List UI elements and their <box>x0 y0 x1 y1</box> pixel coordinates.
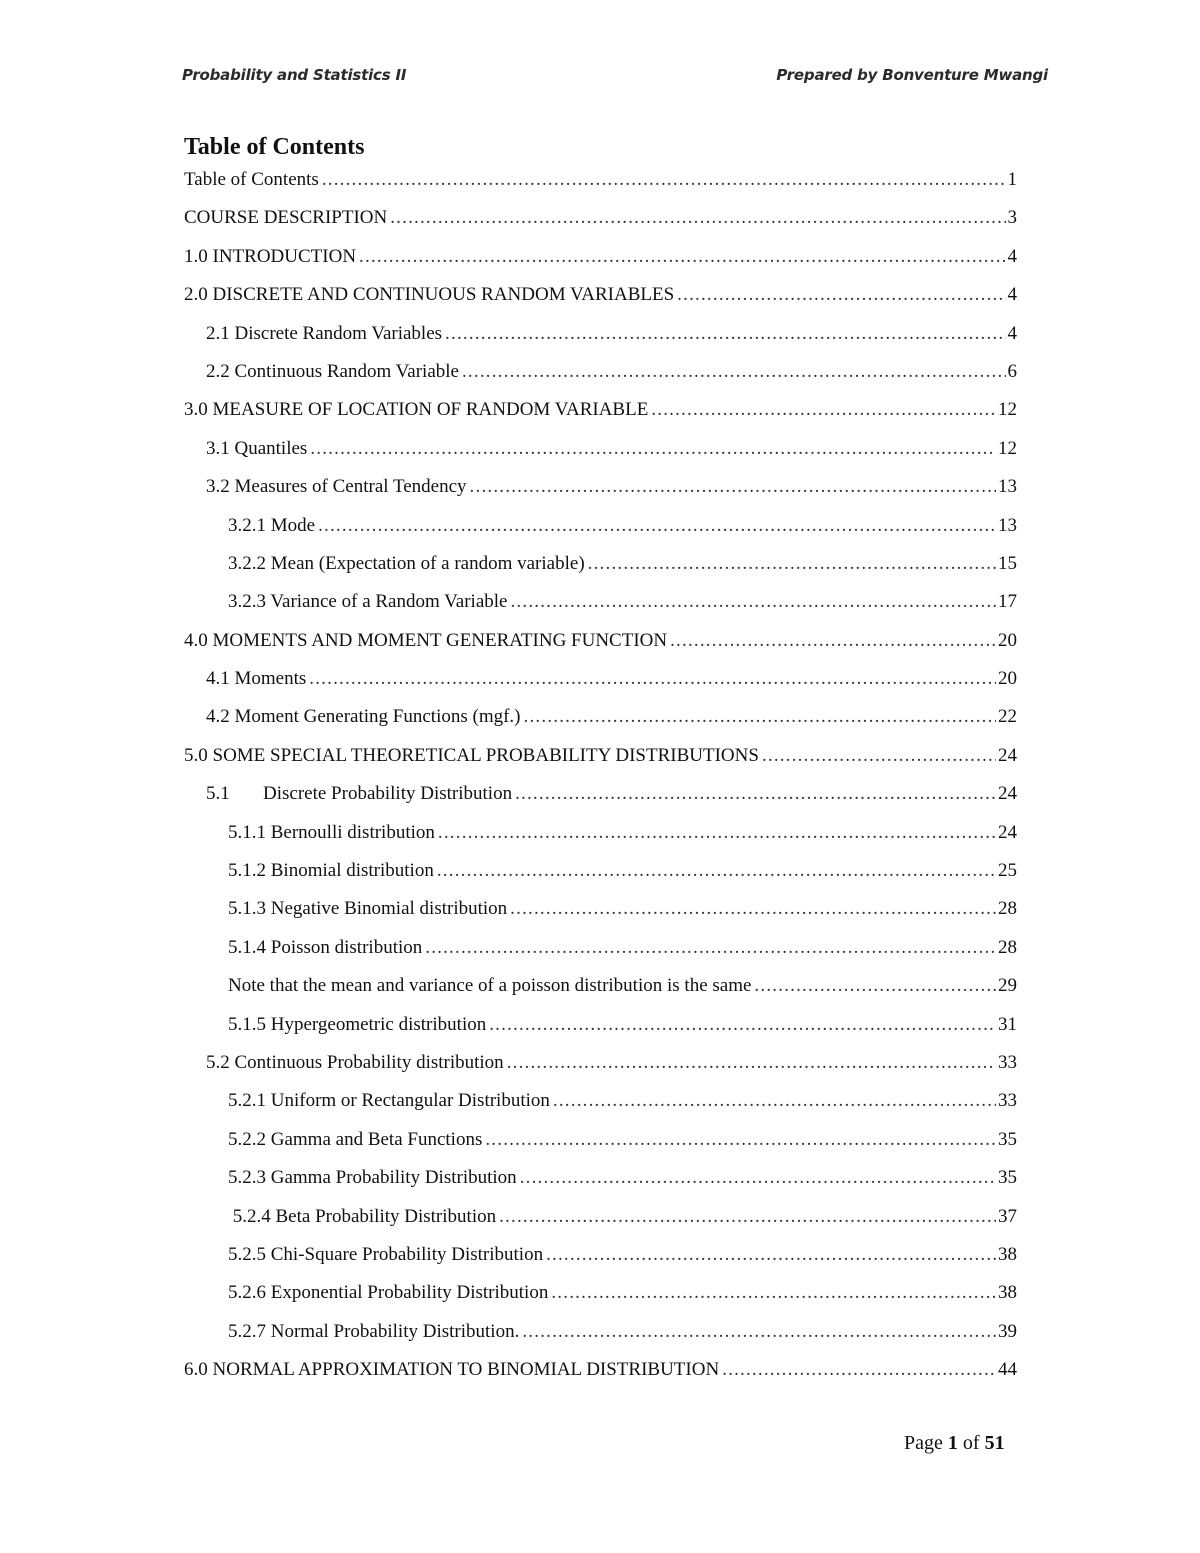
toc-dot-leader <box>359 240 1005 274</box>
header-course-title: Probability and Statistics II <box>182 66 407 84</box>
toc-entry[interactable] <box>184 1084 1017 1122</box>
toc-entry[interactable] <box>184 739 1017 777</box>
toc-entry-page-number: 4 <box>1007 322 1017 344</box>
toc-dot-leader <box>445 317 1005 351</box>
toc-entry[interactable] <box>184 470 1017 508</box>
toc-dot-leader <box>470 470 996 504</box>
toc-dot-leader <box>322 163 1006 197</box>
toc-entry-page-number: 4 <box>1007 245 1017 267</box>
toc-entry-text: 3.1 Quantiles <box>206 437 308 459</box>
toc-entry-text: 2.2 Continuous Random Variable <box>206 360 459 382</box>
toc-entry[interactable] <box>184 585 1017 623</box>
toc-entry-text: 5.2 Continuous Probability distribution <box>206 1051 504 1073</box>
toc-entry-text: 5.1.1 Bernoulli distribution <box>228 821 435 843</box>
toc-dot-leader <box>677 278 1005 312</box>
toc-entry-text: 4.2 Moment Generating Functions (mgf.) <box>206 706 521 728</box>
toc-entry-page-number: 6 <box>1007 360 1017 382</box>
toc-entry[interactable] <box>184 969 1017 1007</box>
toc-entry-page-number: 28 <box>998 936 1017 958</box>
toc-entry-page-number: 24 <box>998 744 1017 766</box>
toc-dot-leader <box>520 1161 996 1195</box>
toc-entry[interactable] <box>184 509 1017 547</box>
toc-entry[interactable] <box>184 700 1017 738</box>
toc-dot-leader <box>462 355 1006 389</box>
toc-entry-page-number: 12 <box>998 437 1017 459</box>
toc-entry[interactable] <box>184 777 1017 815</box>
toc-entry-page-number: 15 <box>998 552 1017 574</box>
toc-entry[interactable] <box>184 1161 1017 1199</box>
page-footer <box>904 1432 1005 1455</box>
toc-entry-page-number: 31 <box>998 1013 1017 1035</box>
toc-entry[interactable] <box>184 624 1017 662</box>
toc-entry-text: 4.0 MOMENTS AND MOMENT GENERATING FUNCTION <box>184 629 668 651</box>
toc-entry-text: Note that the mean and variance of a poisson distribution is the same <box>228 975 752 997</box>
toc-entry-page-number: 13 <box>998 514 1017 536</box>
toc-entry[interactable] <box>184 355 1017 393</box>
toc-dot-leader <box>524 700 996 734</box>
toc-entry-text: 3.2.1 Mode <box>228 514 316 536</box>
toc-entry-text: 2.1 Discrete Random Variables <box>206 322 443 344</box>
toc-entry-text: 5.1.3 Negative Binomial distribution <box>228 898 508 920</box>
footer-current-page: 1 <box>947 1432 958 1454</box>
toc-entry[interactable] <box>184 1200 1017 1238</box>
toc-entry-page-number: 38 <box>998 1282 1017 1304</box>
toc-entry-text: 3.2 Measures of Central Tendency <box>206 476 467 498</box>
toc-dot-leader <box>510 585 996 619</box>
toc-entry-text: 3.2.3 Variance of a Random Variable <box>228 591 508 613</box>
toc-dot-leader <box>489 1008 996 1042</box>
toc-entry[interactable] <box>184 278 1017 316</box>
toc-dot-leader <box>425 931 996 965</box>
toc-entry-text: 5.2.4 Beta Probability Distribution <box>228 1205 497 1227</box>
toc-title: Table of Contents <box>184 134 365 160</box>
header-author: Prepared by Bonventure Mwangi <box>776 66 1048 84</box>
toc-dot-leader <box>485 1123 996 1157</box>
toc-dot-leader <box>309 662 996 696</box>
toc-entry-page-number: 25 <box>998 860 1017 882</box>
toc-entry[interactable] <box>184 163 1017 201</box>
toc-entry-text: 5.0 SOME SPECIAL THEORETICAL PROBABILITY DISTRIBUTIONS <box>184 744 759 766</box>
toc-dot-leader <box>546 1238 996 1272</box>
toc-entry-page-number: 29 <box>998 975 1017 997</box>
toc-entry-page-number: 39 <box>998 1320 1017 1342</box>
toc-dot-leader <box>762 739 996 773</box>
toc-list <box>184 163 1017 1392</box>
toc-entry-page-number: 35 <box>998 1167 1017 1189</box>
toc-entry[interactable] <box>184 854 1017 892</box>
toc-dot-leader <box>651 393 996 427</box>
toc-entry-page-number: 20 <box>998 629 1017 651</box>
toc-entry-page-number: 12 <box>998 399 1017 421</box>
toc-dot-leader <box>510 892 996 926</box>
toc-dot-leader <box>588 547 996 581</box>
toc-entry-page-number: 22 <box>998 706 1017 728</box>
toc-dot-leader <box>437 854 996 888</box>
toc-entry-text: 5.2.2 Gamma and Beta Functions <box>228 1128 483 1150</box>
toc-entry-text: 5.2.7 Normal Probability Distribution. <box>228 1320 520 1342</box>
footer-page-label: Page <box>904 1432 943 1454</box>
toc-entry[interactable] <box>184 816 1017 854</box>
toc-entry-page-number: 3 <box>1007 207 1017 229</box>
toc-entry[interactable] <box>184 1123 1017 1161</box>
toc-dot-leader <box>670 624 996 658</box>
toc-entry[interactable] <box>184 201 1017 239</box>
toc-entry[interactable] <box>184 931 1017 969</box>
toc-entry-text: COURSE DESCRIPTION <box>184 207 388 229</box>
toc-entry[interactable] <box>184 1276 1017 1314</box>
toc-entry-text: 1.0 INTRODUCTION <box>184 245 357 267</box>
toc-dot-leader <box>507 1046 996 1080</box>
toc-entry[interactable] <box>184 547 1017 585</box>
toc-dot-leader <box>390 201 1005 235</box>
toc-entry[interactable] <box>184 432 1017 470</box>
toc-dot-leader <box>499 1200 996 1234</box>
toc-entry-page-number: 33 <box>998 1051 1017 1073</box>
toc-entry-page-number: 44 <box>998 1359 1017 1381</box>
toc-entry-text: 5.1.4 Poisson distribution <box>228 936 423 958</box>
toc-dot-leader <box>522 1315 996 1349</box>
toc-entry-text: 3.2.2 Mean (Expectation of a random variable) <box>228 552 585 574</box>
toc-entry-page-number: 28 <box>998 898 1017 920</box>
toc-entry[interactable] <box>184 662 1017 700</box>
toc-entry-text: 3.0 MEASURE OF LOCATION OF RANDOM VARIABLE <box>184 399 649 421</box>
toc-entry-text: 2.0 DISCRETE AND CONTINUOUS RANDOM VARIABLES <box>184 284 675 306</box>
toc-entry[interactable] <box>184 1046 1017 1084</box>
toc-entry-text: 5.2.6 Exponential Probability Distribution <box>228 1282 549 1304</box>
toc-entry-page-number: 1 <box>1007 169 1017 190</box>
toc-entry-text: 5.1.5 Hypergeometric distribution <box>228 1013 487 1035</box>
toc-entry-text: 5.1.2 Binomial distribution <box>228 860 434 882</box>
toc-dot-leader <box>318 509 996 543</box>
toc-dot-leader <box>551 1276 996 1310</box>
toc-entry-page-number: 33 <box>998 1090 1017 1112</box>
toc-entry[interactable] <box>184 1238 1017 1276</box>
footer-of-label: of <box>962 1432 980 1454</box>
toc-entry[interactable] <box>184 892 1017 930</box>
toc-entry-page-number: 17 <box>998 591 1017 613</box>
toc-entry[interactable] <box>184 240 1017 278</box>
toc-entry-text: 5.2.5 Chi-Square Probability Distribution <box>228 1243 544 1265</box>
toc-entry-text: 6.0 NORMAL APPROXIMATION TO BINOMIAL DISTRIBUTION <box>184 1359 720 1381</box>
toc-dot-leader <box>310 432 996 466</box>
toc-dot-leader <box>553 1084 996 1118</box>
toc-dot-leader <box>438 816 996 850</box>
toc-entry-text: Table of Contents <box>184 169 319 190</box>
footer-total-pages: 51 <box>984 1432 1005 1454</box>
toc-entry[interactable] <box>184 1315 1017 1353</box>
page-header <box>182 66 1048 96</box>
toc-entry-page-number: 20 <box>998 668 1017 690</box>
toc-entry[interactable] <box>184 317 1017 355</box>
toc-entry-page-number: 4 <box>1007 284 1017 306</box>
toc-dot-leader <box>722 1353 996 1387</box>
toc-entry-page-number: 24 <box>998 821 1017 843</box>
toc-entry-page-number: 24 <box>998 783 1017 805</box>
toc-entry-text: 4.1 Moments <box>206 668 307 690</box>
toc-entry-text: 5.1 Discrete Probability Distribution <box>206 783 513 805</box>
toc-entry-page-number: 13 <box>998 476 1017 498</box>
toc-entry[interactable] <box>184 1353 1017 1391</box>
toc-entry-page-number: 37 <box>998 1205 1017 1227</box>
toc-entry-text: 5.2.3 Gamma Probability Distribution <box>228 1167 517 1189</box>
toc-dot-leader <box>754 969 996 1003</box>
toc-entry[interactable] <box>184 393 1017 431</box>
toc-entry-page-number: 38 <box>998 1243 1017 1265</box>
toc-entry-page-number: 35 <box>998 1128 1017 1150</box>
toc-entry[interactable] <box>184 1008 1017 1046</box>
toc-entry-text: 5.2.1 Uniform or Rectangular Distribution <box>228 1090 550 1112</box>
toc-dot-leader <box>515 777 996 811</box>
